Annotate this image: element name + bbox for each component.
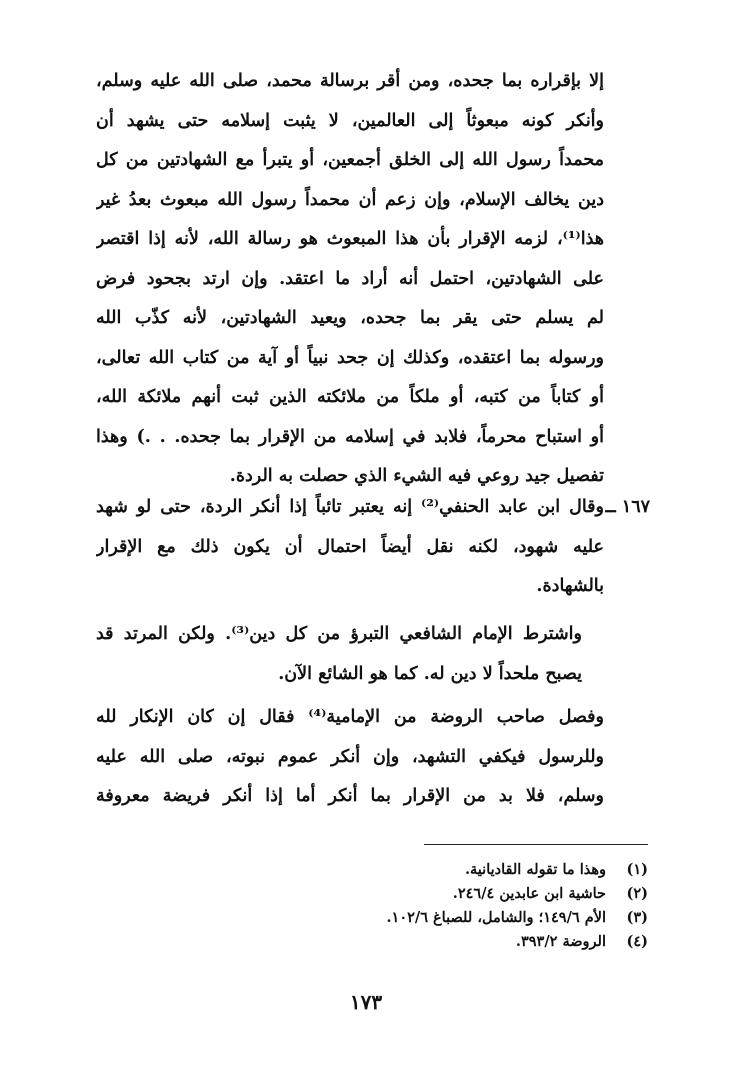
footnote-number: (١) [626, 861, 648, 878]
text-line: دين يخالف الإسلام، وإن زعم أن محمداً رسول الله مبعوث بعدُ غير [96, 189, 604, 210]
text-line: وفصل صاحب الروضة من الإمامية⁽⁴⁾ فقال إن كان الإنكار لله [96, 707, 604, 727]
text-line: يصبح ملحداً لا دين له. كما هو الشائع الآن. [278, 663, 582, 684]
text-line: هذا⁽¹⁾، لزمه الإقرار بأن هذا المبعوث هو رسالة الله، لأنه إذا اقتصر [96, 229, 604, 249]
footnote-text: الروضة ٣٩٣/٢. [515, 933, 606, 950]
text-line: على الشهادتين، احتمل أنه أراد ما اعتقد. وإن ارتد بجحود فرض [96, 268, 604, 289]
text-line: أو كتاباً من كتبه، أو ملكاً من ملائكته الذين ثبت أنهم ملائكة الله، [96, 387, 604, 407]
footnote-number: (٣) [626, 909, 648, 926]
text-line: بالشهادة. [536, 576, 604, 596]
footnote [148, 858, 648, 882]
footnote-divider [424, 844, 648, 845]
paragraph-4 [96, 698, 604, 817]
footnote-text: وهذا ما تقوله القاديانية. [464, 861, 606, 878]
footnotes [148, 858, 648, 954]
text-line: ورسوله بما اعتقده، وكذلك إن جحد نبياً أو آية من كتاب الله تعالى، [96, 347, 604, 368]
text-line: محمداً رسول الله إلى الخلق أجمعين، أو يتبرأ مع الشهادتين من كل [96, 150, 604, 170]
text-line: إلا بإقراره بما جحده، ومن أقر برسالة محمد، صلى الله عليه وسلم، [96, 71, 604, 91]
text-line: تفصيل جيد روعي فيه الشيء الذي حصلت به الردة. [229, 466, 604, 486]
footnote-text: حاشية ابن عابدين ٢٤٦/٤. [452, 885, 606, 902]
text-line: واشترط الإمام الشافعي التبرؤ من كل دين⁽³⁾. ولكن المرتد قد [96, 624, 582, 644]
text-line: عليه شهود، لكنه نقل أيضاً احتمال أن يكون ذلك مع الإقرار [96, 536, 604, 557]
text-line: وقال ابن عابد الحنفي⁽²⁾ إنه يعتبر تائباً إذا أنكر الردة، حتى لو شهد [96, 497, 604, 517]
footnote [148, 906, 648, 930]
text-line: وأنكر كونه مبعوثاً إلى العالمين، لا يثبت إسلامه حتى يشهد أن [96, 110, 604, 131]
item-number: ١٦٧ ــ [605, 497, 650, 517]
footnote [148, 882, 648, 906]
footnote-number: (٤) [626, 933, 648, 950]
text-line: لم يسلم حتى يقر بما جحده، ويعيد الشهادتين، لأنه كذّب الله [96, 308, 604, 328]
footnote-text: الأم ١٤٩/٦؛ والشامل، للصباغ ١٠٢/٦. [386, 909, 606, 926]
footnote [148, 930, 648, 954]
page-number: ١٧٣ [349, 990, 383, 1014]
paragraph-2 [96, 488, 604, 607]
text-line: أو استباح محرماً، فلابد في إسلامه من الإقرار بما جحده. . .) وهذا [96, 426, 604, 447]
paragraph-3 [96, 615, 582, 694]
text-line: وسلم، فلا بد من الإقرار بما أنكر أما إذا أنكر فريضة معروفة [96, 786, 604, 806]
footnote-number: (٢) [626, 885, 648, 902]
text-line: وللرسول فيكفي التشهد، وإن أنكر عموم نبوته، صلى الله عليه [96, 746, 604, 767]
paragraph-1 [96, 62, 604, 497]
